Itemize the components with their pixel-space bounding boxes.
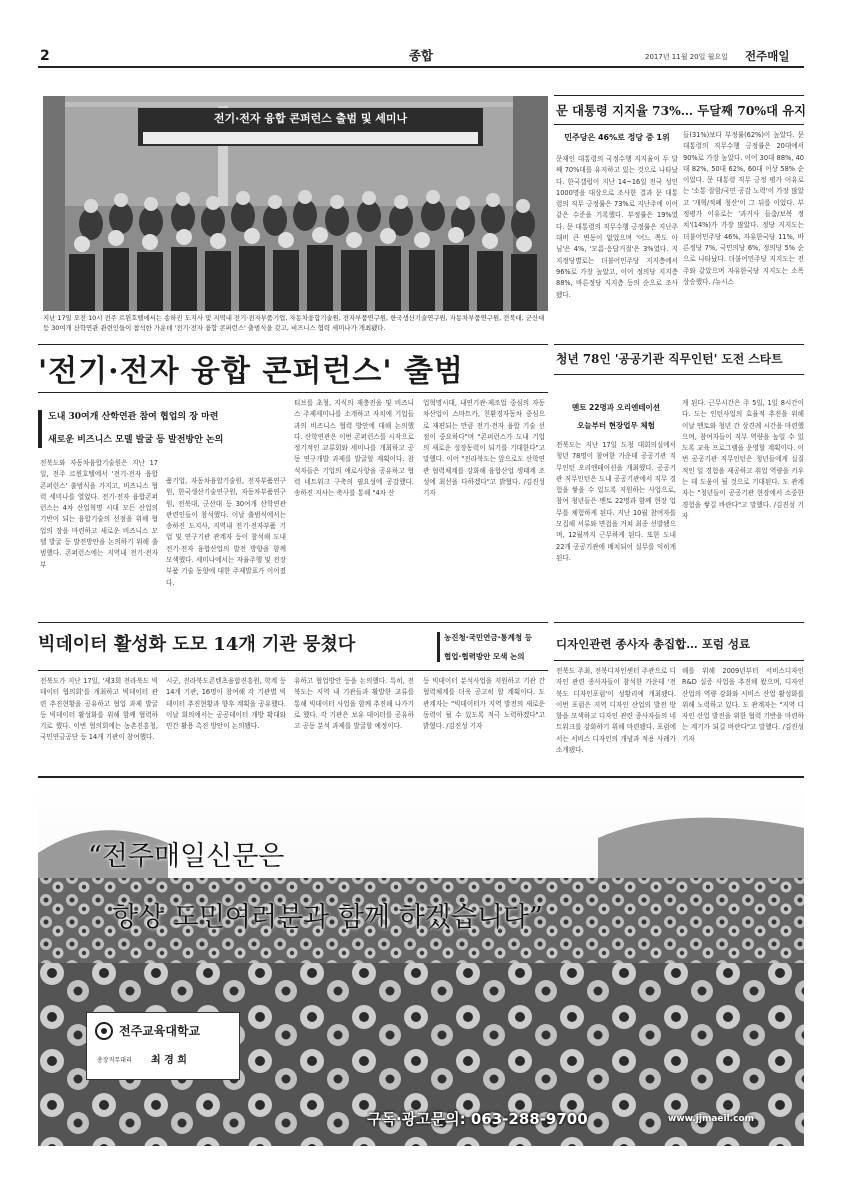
conf-col-1: 전북도와 자동차융합기술원은 지난 17일, 전주 르윈호텔에서 '전기·전자 융합 콘퍼런스' 출범식을 가지고, 비즈니스 협력 세미나를 열었다. 전기·전자 융합콘퍼런스는 4차 산업혁명 시대 모든 산업의 기반이 되는 융합기술의 선점을 위해 협업의 장을 마련하고 새로운 비즈니스 모델 발굴 등 발전방안을 논의하기 위해 출범했다. 콘퍼런스에는 지역내 전기·전자부 <box>40 459 158 569</box>
conf-top-rule <box>38 344 548 345</box>
university-emblem-icon <box>95 1022 113 1040</box>
poll-headline-rule <box>554 124 804 125</box>
youth-col-2: 게 된다. 근무시간은 주 5일, 1일 8시간이다. 도는 인턴사업의 효율적 추진을 위해 이날 멘토와 청년 간 상견례 시간을 마련했으며, 참여자들이 직무 역량을 높일 수 있도록 교육 프로그램을 운영할 계획이다. 이번 공공기관 직무인턴은 청년들에게 실질적인 일 경험을 제공하고 취업 역량을 키우는 데 도움이 될 것으로 기대된다. 도 관계자는 "청년들이 공공기관 현장에서 소중한 경험을 쌓길 바란다"고 말했다. /김진성 기자 <box>682 399 804 520</box>
design-headline-rule <box>554 660 804 661</box>
ad-website: www.jjmaeil.com <box>668 1114 754 1124</box>
poll-headline: 문 대통령 지지율 73%… 두달째 70%대 유지 <box>556 103 807 118</box>
page-number: 2 <box>40 48 50 64</box>
bigdata-headline: 빅데이터 활성화 도모 14개 기관 뭉쳤다 <box>38 634 356 655</box>
bigdata-headline-rule <box>38 670 548 671</box>
bigdata-top-rule <box>38 622 548 623</box>
badge-org: 전주교육대학교 <box>119 1024 201 1038</box>
issue-date: 2017년 11월 20일 월요일 <box>645 53 728 61</box>
ad-top-rule <box>38 776 804 778</box>
design-col-1: 전북도 주최, 전북디자인센터 주관으로 디자인 관련 종사자들이 참석한 가운데 '전북도 디자인포럼'이 성황리에 개최됐다. 이번 포럼은 지역 디자인 산업의 발전 방향을 모색하고 디자인 관련 종사자들의 네트워크를 강화하기 위해 마련됐다. 포럼에서는 서비스 디자인의 개념과 적용 사례가 소개됐다. <box>556 667 676 755</box>
conf-col-3: 티브를 초청, 지식의 재충전을 및 비즈니스 주제세미나를 소개하고 자치에 기업들과의 비즈니스 협력 방안에 대해 논의했다. 산학연관은 이번 콘퍼런스를 시작으로 정기적인 교류회와 세미나를 개최하고 공동 연구개발 과제를 발굴할 계획이다. 참석자들은 기업의 애로사항을 공유하고 협력 네트워크 구축의 필요성에 공감했다. 송하진 지사는 축사를 통해 "4차 산 <box>294 399 414 498</box>
conf-headline: '전기·전자 융합 콘퍼런스' 출범 <box>38 354 464 389</box>
masthead: 전주매일 <box>745 49 790 63</box>
event-photo <box>43 96 548 311</box>
youth-headline-rule <box>554 374 804 375</box>
poll-subhead: 민주당은 46%로 정당 중 1위 <box>564 133 670 142</box>
youth-subhead-1: 멘토 22명과 오리엔테이션 <box>571 403 661 412</box>
conf-col-2: 품기업, 자동차융합기술원, 전자부품연구원, 한국생산기술연구원, 자동차부품연구원, 전북대, 군산대 등 30여개 산학연관 관련인들이 참석했다. 이날 출범식에서는 송하진 도지사, 지역내 전기·전자부품 기업 및 연구기관 관계자 등이 참석해 도내 전기·전자 융합산업의 발전 방향을 함께 모색했다. 세미나에서는 자율주행 및 전장부품 기술 동향에 대한 주제발표가 이어졌다. <box>166 477 286 587</box>
conf-subhead-bar <box>38 410 42 448</box>
youth-col-1: 전북도는 지난 17일 도청 대회의실에서 청년 78명이 참여한 가운데 공공기관 직무인턴 오리엔테이션을 개최했다. 공공기관 직무인턴은 도내 공공기관에서 직무 경험을 쌓을 수 있도록 지원하는 사업으로, 참여 청년들은 멘토 22명과 함께 현장 업무를 체험하게 된다. 지난 10월 참여자를 모집해 서류와 면접을 거쳐 최종 선발됐으며, 12월까지 근무하게 된다. 또한 도내 22개 공공기관에 배치되어 실무를 익히게 된다. <box>556 441 676 562</box>
section-title: 종합 <box>408 48 434 63</box>
poll-top-rule <box>554 95 804 96</box>
badge-title: 총장직무대리 <box>97 1057 132 1064</box>
bigdata-subhead-bar <box>437 632 440 662</box>
design-headline: 디자인관련 종사자 총집합… 포럼 성료 <box>556 637 751 651</box>
conf-subhead-2: 새로운 비즈니스 모델 발굴 등 발전방안 논의 <box>48 435 224 445</box>
ad-slogan-line-2: 항상 도민여러분과 함께 하겠습니다” <box>112 902 543 933</box>
bigdata-col-2: 시군, 전라북도콘텐츠융합진흥원, 학계 등 14개 기관, 16명이 참여해 각 기관별 빅데이터 추진현황과 향후 계획을 공유했다. 이날 회의에서는 공공데이터 개방 확대와 민간 활용 촉진 방안이 논의됐다. <box>166 677 286 731</box>
poll-col-1: 문재인 대통령의 국정수행 지지율이 두 달째 70%대를 유지하고 있는 것으로 나타났다. 한국갤럽이 지난 14~16일 전국 성인 1000명을 대상으로 조사한 결과 문 대통령의 직무 긍정률은 73%로 지난주에 이어 같은 수준을 기록했다. 부정률은 19%였다. 문 대통령의 직무수행 긍정률은 지난주 대비 큰 변동이 없었으며 '어느 쪽도 아님'은 4%, '모름·응답거절'은 3%였다. 지지정당별로는 더불어민주당 지지층에서 96%로 가장 높았고, 이어 정의당 지지층 88%, 바른정당 지지층 등의 순으로 조사됐다. <box>556 155 678 299</box>
conf-subhead-1: 도내 30여개 산학연관 참여 협업의 장 마련 <box>48 412 219 422</box>
design-col-2: 해를 위해 2009년부터 서비스디자인 R&D 실증 사업을 추진해 왔으며, 디자인 산업의 역량 강화와 서비스 산업 활성화를 위해 노력하고 있다. 도 관계자는 "지역 디자인 산업 발전을 위한 협력 기반을 마련하는 계기가 되길 바란다"고 말했다. /김진성 기자 <box>682 667 804 743</box>
bigdata-subhead-2: 협업·협력방안 모색 논의 <box>444 652 525 661</box>
header-rule <box>38 66 804 68</box>
conf-col-4: 업혁명시대, 내연기관·제조업 중심의 자동차산업이 스마트카, 친환경자동차 중심으로 재편되는 만큼 전기·전자 융합 기술 선점이 중요하다"며 "콘퍼런스가 도내 기업의 새로운 성장동력이 되기를 기대한다"고 말했다. 이어 "전라북도는 앞으로도 산학연관 협력체계를 강화해 융합산업 생태계 조성에 최선을 다하겠다"고 밝혔다. /김진성 기자 <box>423 399 545 498</box>
youth-top-rule <box>554 344 804 345</box>
poll-col-2: 들(31%)보다 부정률(62%)이 높았다. 문 대통령의 직무수행 긍정률은 20대에서 90%로 가장 높았다. 이어 30대 88%, 40대 82%, 50대 62%, 60대 이상 58% 순이었다. 문 대통령 직무 긍정 평가 이유로는 '소통 잘함/국민 공감 노력'이 가장 많았고 '개혁/적폐 청산'이 그 뒤를 이었다. 부정평가 이유로는 '과거사 들춤/보복 정치'(14%)가 가장 많았다. 정당 지지도는 더불어민주당 46%, 자유한국당 11%, 바른정당 7%, 국민의당 6%, 정의당 5% 순으로 나타났다. 더불어민주당 지지도는 전주와 같았으며 자유한국당 지지도는 소폭 상승했다. /뉴시스 <box>683 131 804 286</box>
bigdata-col-3: 유하고 협업방안 등을 논의했다. 특히, 전북도는 지역 내 기관들과 활발한 교류를 통해 빅데이터 사업을 함께 추진해 나가기로 했다. 각 기관은 보유 데이터를 공유하고 공동 분석 과제를 발굴할 예정이다. <box>294 677 414 731</box>
design-top-rule <box>554 622 804 623</box>
bigdata-subhead-1: 농진청·국민연금·통계청 등 <box>444 633 533 642</box>
event-banner: 전기·전자 융합 콘퍼런스 출범 및 세미나 <box>213 112 408 125</box>
conf-headline-rule <box>38 392 548 393</box>
youth-subhead-2: 오늘부터 현장업무 체험 <box>577 421 655 430</box>
bigdata-col-4: 등 빅데이터 분석사업을 지원하고 기관 간 협력체계를 더욱 공고히 할 계획이다. 도 관계자는 "빅데이터가 지역 발전의 새로운 동력이 될 수 있도록 적극 노력하겠다"고 밝혔다. /김진성 기자 <box>423 677 545 731</box>
bigdata-col-1: 전북도가 지난 17일, '제3회 전라북도 빅데이터 협의회'를 개최하고 빅데이터 관련 추진현황을 공유하고 협업 과제 발굴 등 빅데이터 활성화를 위해 함께 협력하기로 했다. 이번 협의회에는 농촌진흥청, 국민연금공단 등 14개 기관이 참여했다. <box>40 677 158 742</box>
badge-name: 최 경 희 <box>151 1055 187 1066</box>
ad-slogan-line-1: “전주매일신문은 <box>88 841 285 872</box>
youth-headline: 청년 78인 '공공기관 직무인턴' 도전 스타트 <box>556 352 783 366</box>
photo-caption: 지난 17일 오전 10시 전주 르윈호텔에서는 송하진 도지사 및 지역내 전기·전자부품기업, 자동차융합기술원, 전자부품연구원, 한국생산기술연구원, 자동차부품연구원, 전북대, 군산대 등 30여개 산학연관 관련인들이 참석한 가운데 '전기·전자 융합 콘퍼런스' 출범식을 갖고, 비즈니스 협력 세미나가 개최됐다. <box>43 314 545 332</box>
ad-contact-phone: 구독·광고문의: 063-288-9700 <box>367 1110 588 1128</box>
ad-sponsor-badge <box>86 1012 240 1080</box>
